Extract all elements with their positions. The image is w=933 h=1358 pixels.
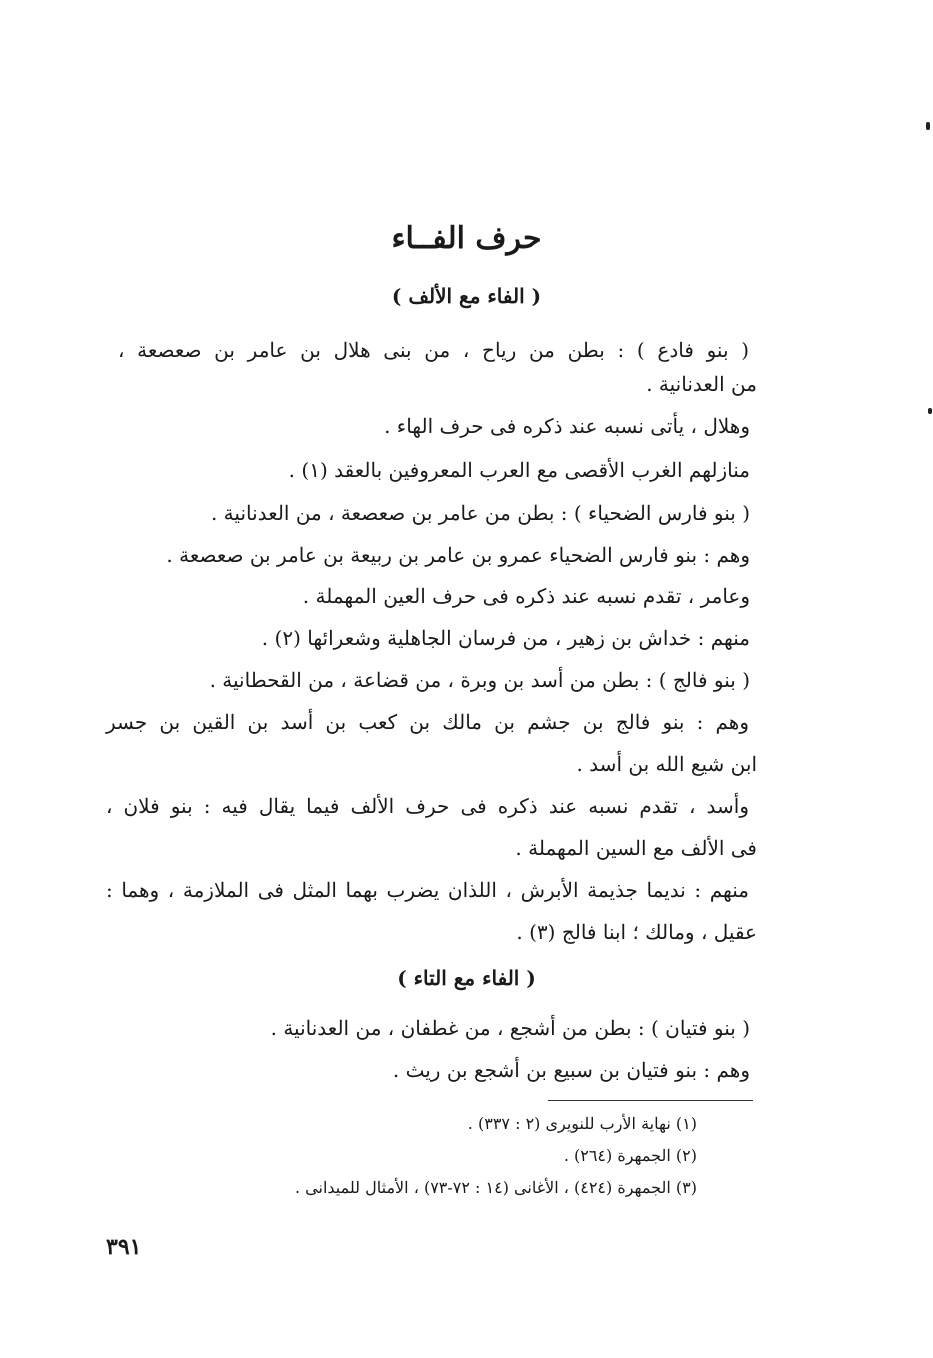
footnote-3: (٣) الجمهرة (٤٢٤) ، الأغانى (١٤ : ٧٢-٧٣) ، الأمثال للميدانى .	[295, 1178, 697, 1197]
footnote-separator	[548, 1100, 753, 1101]
text-line: وهم : بنو فالج بن جشم بن مالك بن كعب بن أسد بن القين بن جسر	[106, 710, 749, 734]
scan-mark	[928, 408, 932, 414]
scan-mark	[926, 122, 930, 130]
footnote-1: (١) نهاية الأرب للنويرى (٢ : ٣٣٧) .	[467, 1114, 697, 1133]
chapter-title: حرف الفــاء	[391, 221, 542, 256]
text-line: ( بنو فادع ) : بطن من رياح ، من بنى هلال بن عامر بن صعصعة ،	[118, 338, 749, 362]
page-number: ٣٩١	[106, 1234, 142, 1260]
text-line: وهم : بنو فتيان بن سبيع بن أشجع بن ريث .	[392, 1058, 750, 1082]
text-line: وعامر ، تقدم نسبه عند ذكره فى حرف العين المهملة .	[302, 584, 750, 608]
text-line: وهم : بنو فارس الضحياء عمرو بن عامر بن ربيعة بن عامر بن صعصعة .	[166, 543, 750, 567]
text-line: وهلال ، يأتى نسبه عند ذكره فى حرف الهاء .	[384, 414, 750, 438]
text-line: منهم : خداش بن زهير ، من فرسان الجاهلية وشعرائها (٢) .	[261, 626, 750, 650]
text-line: ( بنو فارس الضحياء ) : بطن من عامر بن صعصعة ، من العدنانية .	[210, 501, 750, 525]
text-line: منهم : نديما جذيمة الأبرش ، اللذان يضرب بهما المثل فى الملازمة ، وهما :	[106, 878, 749, 902]
text-line: فى الألف مع السين المهملة .	[515, 836, 757, 860]
footnote-2: (٢) الجمهرة (٢٦٤) .	[563, 1146, 697, 1165]
text-line: ابن شيع الله بن أسد .	[576, 752, 757, 776]
section-title-alif: ( الفاء مع الألف )	[391, 284, 542, 308]
text-line: من العدنانية .	[646, 372, 757, 396]
text-line: ( بنو فالج ) : بطن من أسد بن وبرة ، من قضاعة ، من القحطانية .	[209, 668, 750, 692]
section-title-ta: ( الفاء مع التاء )	[397, 966, 536, 990]
text-line: عقيل ، ومالك ؛ ابنا فالج (٣) .	[516, 920, 757, 944]
text-line: منازلهم الغرب الأقصى مع العرب المعروفين بالعقد (١) .	[288, 458, 750, 482]
text-line: وأسد ، تقدم نسبه عند ذكره فى حرف الألف فيما يقال فيه : بنو فلان ،	[106, 794, 750, 818]
text-line: ( بنو فتيان ) : بطن من أشجع ، من غطفان ، من العدنانية .	[270, 1016, 750, 1040]
